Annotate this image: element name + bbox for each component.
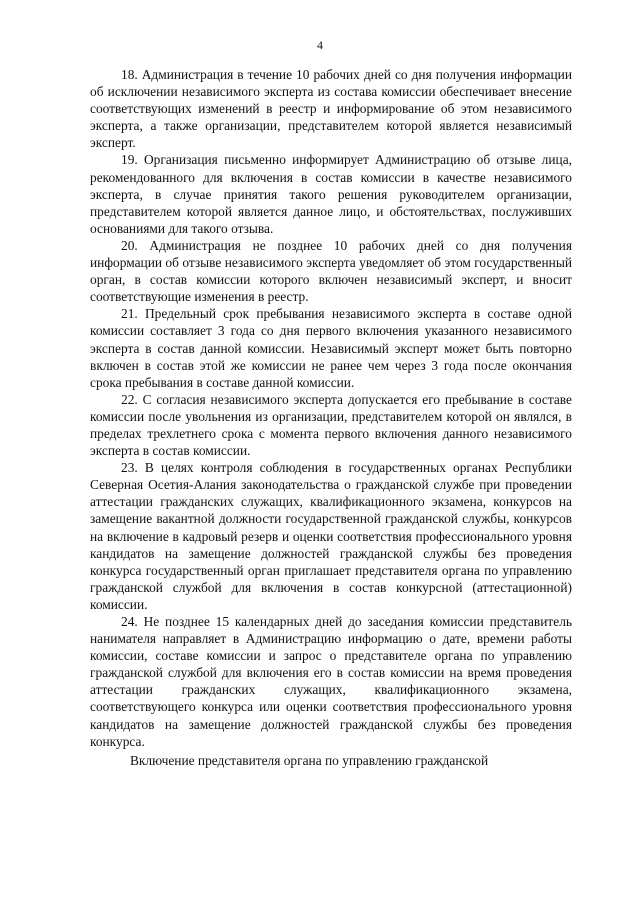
paragraph-23: 23. В целях контроля соблюдения в государственных органах Республики Северная Осетия-Алания законодательства о гражданской службе при проведении аттестации гражданских служащих, квалификационного экзамена, конкурсов на замещение вакантной должности государственной гражданской службы, конкурсов на включение в кадровый резерв и оценки соответствия профессионального уровня кандидатов на замещение должностей гражданской службы без проведения конкурса государственный орган приглашает представителя органа по управлению гражданской службой для включения в состав конкурсной (аттестационной) комиссии. <box>90 460 572 612</box>
paragraph-19: 19. Организация письменно информирует Администрацию об отзыве лица, рекомендованного для включения в состав комиссии в качестве независимого эксперта, в случае принятия такого решения руководителем организации, представителем которой является данное лицо, и обстоятельствах, послуживших основаниями для такого отзыва. <box>90 152 572 236</box>
page-number: 4 <box>317 38 323 52</box>
paragraph-20: 20. Администрация не позднее 10 рабочих дней со дня получения информации об отзыве независимого эксперта уведомляет об этом государственный орган, в состав комиссии которого включен независимый эксперт, и вносит соответствующие изменения в реестр. <box>90 237 572 305</box>
paragraph-continuation: Включение представителя органа по управлению гражданской <box>130 752 489 768</box>
paragraph-18: 18. Администрация в течение 10 рабочих дней со дня получения информации об исключении независимого эксперта из состава комиссии обеспечивает внесение соответствующих изменений в реестр и информирование об этом независимого эксперта, а также организации, представителем которой является независимый эксперт. <box>90 67 572 151</box>
document-body <box>90 66 572 769</box>
paragraph-24: 24. Не позднее 15 календарных дней до заседания комиссии представитель нанимателя направляет в Администрацию информацию о дате, времени работы комиссии, составе комиссии и запрос о представителе органа по управлению гражданской службой для включения его в состав комиссии на время проведения аттестации гражданских служащих, квалификационного экзамена, соответствующего конкурса или оценки соответствия профессионального уровня кандидатов на замещение должностей гражданской службы без проведения конкурса. <box>90 614 572 749</box>
paragraph-22: 22. С согласия независимого эксперта допускается его пребывание в составе комиссии после увольнения из организации, представителем которой он являлся, в пределах трехлетнего срока с момента первого включения данного независимого эксперта в состав комиссии. <box>90 391 572 459</box>
paragraph-21: 21. Предельный срок пребывания независимого эксперта в составе одной комиссии составляет 3 года со дня первого включения указанного независимого эксперта в состав данной комиссии. Независимый эксперт может быть повторно включен в состав этой же комиссии не ранее чем через 3 года после окончания срока пребывания в составе данной комиссии. <box>90 306 572 390</box>
